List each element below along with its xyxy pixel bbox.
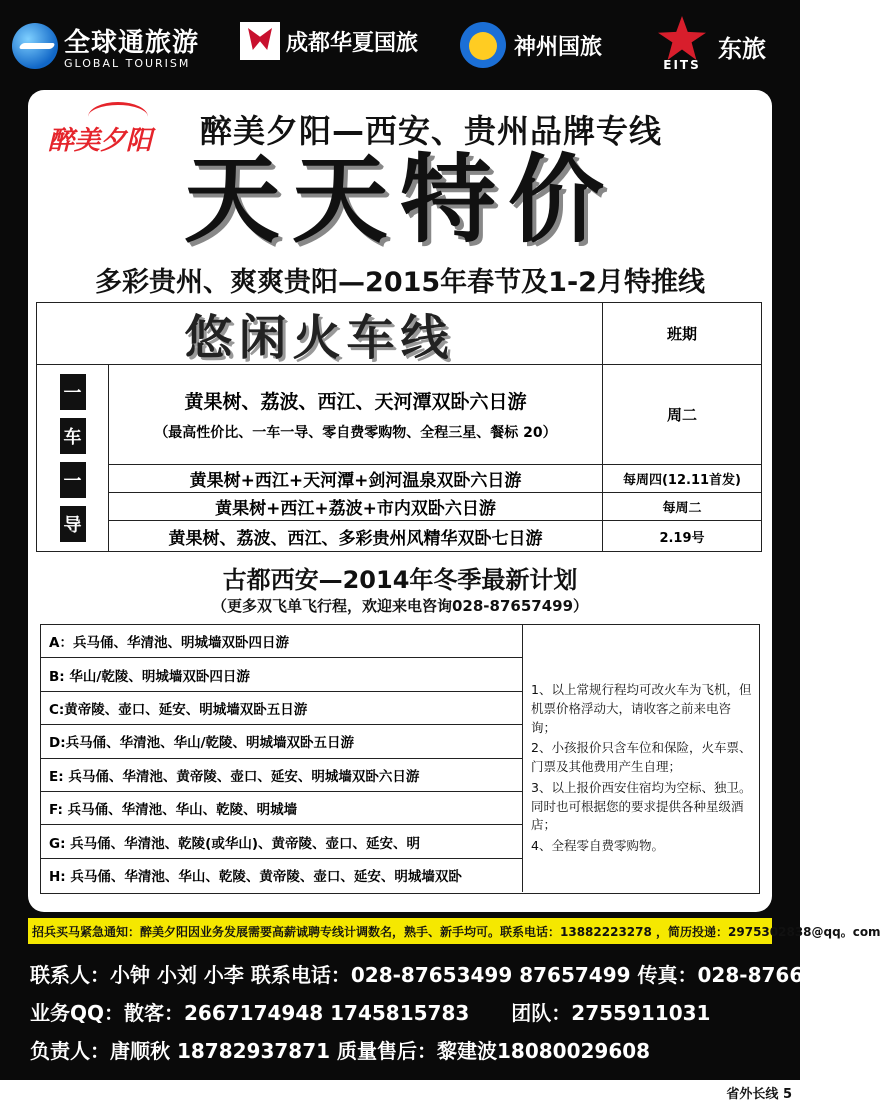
xian-title: 古都西安—2014年冬季最新计划 bbox=[222, 566, 578, 594]
note-item: 1、以上常规行程均可改火车为飞机，但机票价格浮动大，请收客之前来电咨询； bbox=[531, 682, 752, 735]
list-item: H: 兵马俑、华清池、华山、乾陵、黄帝陵、壶口、延安、明城墙双卧 bbox=[49, 869, 462, 886]
brand-huaxia[interactable] bbox=[240, 22, 418, 60]
globe-logo-icon bbox=[12, 23, 58, 69]
train-route-table bbox=[36, 302, 762, 552]
list-item: C:黄帝陵、壶口、延安、明城墙双卧五日游 bbox=[41, 692, 522, 725]
page-subtitle: 醉美夕阳—西安、贵州品牌专线 bbox=[200, 112, 663, 150]
brand-global-cn: 全球通旅游 bbox=[64, 28, 200, 58]
side-char: 车 bbox=[60, 418, 86, 454]
schedule-header: 班期 bbox=[603, 303, 761, 365]
qq-individual: 业务QQ：散客：2667174948 1745815783 bbox=[30, 1000, 470, 1025]
brand-shenzhou-name: 神州国旅 bbox=[514, 34, 603, 60]
brand-shenzhou[interactable] bbox=[460, 22, 602, 68]
route-name: 黄果树+西江+荔波+市内双卧六日游 bbox=[109, 493, 603, 521]
eits-mark: EITS bbox=[663, 58, 701, 72]
train-table-title: 悠闲火车线 bbox=[37, 303, 603, 365]
sunset-logo-text: 醉美夕阳 bbox=[48, 126, 153, 156]
side-char: 一 bbox=[60, 462, 86, 498]
mascot-logo-icon bbox=[460, 22, 506, 68]
route-name: 黄果树+西江+天河潭+剑河温泉双卧六日游 bbox=[109, 465, 603, 493]
brand-eits[interactable] bbox=[650, 16, 766, 76]
route-note: （最高性价比、一车一导、零自费零购物、全程三星、餐标 20） bbox=[154, 425, 557, 441]
recruit-notice: 招兵买马紧急通知：醉美夕阳因业务发展需要高薪诚聘专线计调数名，熟手、新手均可。联系电话：13882223278 ，简历投递：2975302838@qq。com bbox=[28, 918, 772, 944]
list-item: B: 华山/乾陵、明城墙双卧四日游 bbox=[41, 658, 522, 691]
main-panel bbox=[28, 90, 772, 912]
one-car-one-guide bbox=[37, 365, 109, 551]
list-item: G: 兵马俑、华清池、乾陵(或华山)、黄帝陵、壶口、延安、明 bbox=[41, 825, 522, 858]
note-item: 2、小孩报价只含车位和保险，火车票、门票及其他费用产生自理； bbox=[531, 740, 752, 774]
side-char: 导 bbox=[60, 506, 86, 542]
brand-global-en: GLOBAL TOURISM bbox=[64, 57, 191, 70]
route-schedule: 2.19号 bbox=[659, 530, 705, 546]
xian-subtitle: （更多双飞单飞行程，欢迎来电咨询028-87657499） bbox=[211, 597, 589, 615]
route-schedule: 每周二 bbox=[603, 493, 761, 521]
contact-block bbox=[30, 954, 859, 1068]
route-name: 黄果树、荔波、西江、天河潭双卧六日游 bbox=[184, 391, 527, 413]
qq-group: 团队：2755911031 bbox=[511, 1000, 711, 1025]
route-schedule: 每周四(12.11首发) bbox=[603, 465, 761, 493]
contact-line: 联系人：小钟 小刘 小李 联系电话：028-87653499 87657499 传真：028-87664499 bbox=[30, 962, 859, 987]
star-logo-icon bbox=[650, 16, 714, 76]
butterfly-logo-icon bbox=[240, 22, 280, 60]
list-item: D:兵马俑、华清池、华山/乾陵、明城墙双卧五日游 bbox=[41, 725, 522, 758]
page-headline: 天天特价 bbox=[184, 144, 616, 256]
xian-notes bbox=[531, 681, 755, 858]
brand-huaxia-name: 成都华夏国旅 bbox=[286, 30, 419, 56]
side-char: 一 bbox=[60, 374, 86, 410]
manager-line: 负责人：唐顺秋 18782937871 质量售后：黎建波18080029608 bbox=[30, 1038, 651, 1063]
brand-bar bbox=[0, 0, 800, 90]
brand-global-tourism[interactable] bbox=[12, 22, 199, 70]
xian-route-list bbox=[41, 625, 523, 892]
note-item: 4、全程零自费零购物。 bbox=[531, 838, 664, 853]
page-footer: 省外长线 5 bbox=[726, 1087, 792, 1102]
route-name: 黄果树、荔波、西江、多彩贵州风精华双卧七日游 bbox=[109, 521, 603, 551]
list-item: F: 兵马俑、华清池、华山、乾陵、明城墙 bbox=[41, 792, 522, 825]
sunset-logo bbox=[48, 98, 198, 158]
list-item: E: 兵马俑、华清池、黄帝陵、壶口、延安、明城墙双卧六日游 bbox=[41, 759, 522, 792]
promo-banner: 多彩贵州、爽爽贵阳—2015年春节及1-2月特推线 bbox=[95, 267, 705, 298]
xian-route-table bbox=[40, 624, 760, 894]
note-item: 3、以上报价西安住宿均为空标、独卫。同时也可根据您的要求提供各种星级酒店； bbox=[531, 779, 752, 833]
qq-line bbox=[30, 992, 790, 1030]
list-item: A：兵马俑、华清池、明城墙双卧四日游 bbox=[41, 625, 522, 658]
brand-eits-name: 东旅 bbox=[718, 34, 766, 63]
route-schedule: 周二 bbox=[603, 365, 761, 465]
table-row bbox=[109, 365, 603, 465]
